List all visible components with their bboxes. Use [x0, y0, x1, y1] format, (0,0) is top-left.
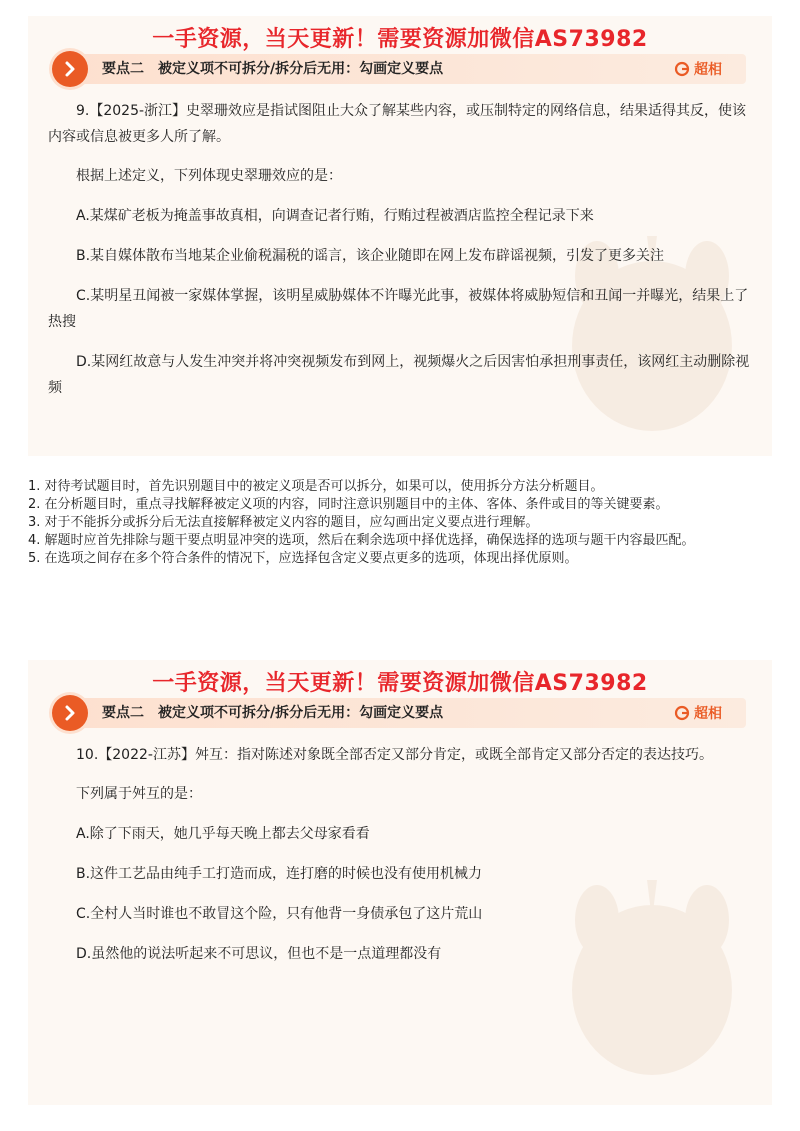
question-prompt: 根据上述定义，下列体现史翠珊效应的是：: [76, 168, 342, 184]
chevron-right-icon: [52, 51, 88, 87]
question-card-1: [28, 16, 772, 456]
question-card-2: [28, 660, 772, 1105]
section-header: [54, 698, 746, 728]
note-item: 4. 解题时应首先排除与题干要点明显冲突的选项，然后在剩余选项中择优选择，确保选择的选项与题干内容最匹配。: [28, 533, 695, 548]
option-c: C.全村人当时谁也不敢冒这个险，只有他背一身债承包了这片荒山: [76, 906, 483, 922]
option-d: D.虽然他的说法听起来不可思议，但也不是一点道理都没有: [76, 946, 442, 962]
option-b: B.这件工艺品由纯手工打造而成，连打磨的时候也没有使用机械力: [76, 866, 483, 882]
question-stem: 10.【2022-江苏】舛互：指对陈述对象既全部否定又部分肯定，或既全部肯定又部分否定的表达技巧。: [76, 747, 713, 763]
option-c: C.某明星丑闻被一家媒体掌握，该明星威胁媒体不许曝光此事，被媒体将威胁短信和丑闻一并曝光，结果上了热搜: [48, 288, 749, 330]
note-item: 1. 对待考试题目时，首先识别题目中的被定义项是否可以拆分，如果可以，使用拆分方法分析题目。: [28, 479, 604, 494]
brand-name: 超相: [694, 62, 722, 78]
note-item: 3. 对于不能拆分或拆分后无法直接解释被定义内容的题目，应勾画出定义要点进行理解。: [28, 515, 539, 530]
section-title: 要点二 被定义项不可拆分/拆分后无用：勾画定义要点: [102, 61, 444, 77]
question-1-content: [48, 98, 752, 415]
option-a: A.某煤矿老板为掩盖事故真相，向调查记者行贿，行贿过程被酒店监控全程记录下来: [76, 208, 594, 224]
section-header: [54, 54, 746, 84]
note-item: 5. 在选项之间存在多个符合条件的情况下，应选择包含定义要点更多的选项，体现出择优原则。: [28, 551, 578, 566]
brand-logo: [674, 54, 722, 84]
question-2-content: [48, 742, 752, 981]
promo-banner: 一手资源，当天更新！需要资源加微信AS73982: [152, 27, 648, 52]
question-prompt: 下列属于舛互的是：: [76, 786, 202, 802]
option-a: A.除了下雨天，她几乎每天晚上都去父母家看看: [76, 826, 370, 842]
brand-logo-icon: [674, 705, 690, 721]
question-stem: 9.【2025-浙江】史翠珊效应是指试图阻止大众了解某些内容，或压制特定的网络信息，结果适得其反，使该内容或信息被更多人所了解。: [48, 103, 747, 145]
option-d: D.某网红故意与人发生冲突并将冲突视频发布到网上，视频爆火之后因害怕承担刑事责任，该网红主动删除视频: [48, 354, 750, 396]
section-title: 要点二 被定义项不可拆分/拆分后无用：勾画定义要点: [102, 705, 444, 721]
chevron-right-icon: [52, 695, 88, 731]
brand-logo: [674, 698, 722, 728]
option-b: B.某自媒体散布当地某企业偷税漏税的谣言，该企业随即在网上发布辟谣视频，引发了更多关注: [76, 248, 665, 264]
brand-logo-icon: [674, 61, 690, 77]
brand-name: 超相: [694, 706, 722, 722]
note-item: 2. 在分析题目时，重点寻找解释被定义项的内容，同时注意识别题目中的主体、客体、条件或目的等关键要素。: [28, 497, 669, 512]
notes-list: [28, 478, 772, 568]
promo-banner: 一手资源，当天更新！需要资源加微信AS73982: [152, 671, 648, 696]
